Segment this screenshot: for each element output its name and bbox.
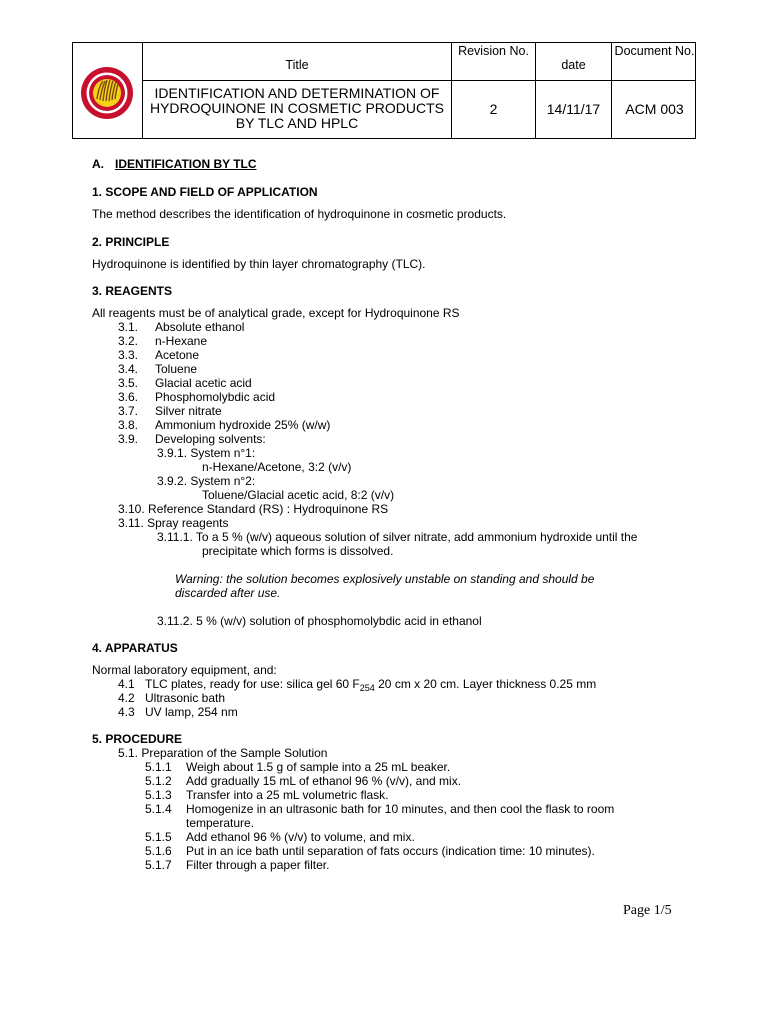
scope-heading: 1. SCOPE AND FIELD OF APPLICATION — [92, 185, 318, 199]
apparatus-intro: Normal laboratory equipment, and: — [92, 663, 277, 677]
reagent-text: Glacial acetic acid — [155, 376, 252, 390]
warning-line-2: discarded after use. — [175, 586, 281, 600]
reagent-text: n-Hexane — [155, 334, 208, 348]
step-num: 5.1.4 — [145, 802, 172, 816]
revision-label: Revision No. — [458, 44, 529, 58]
scope-text: The method describes the identification of hydroquinone in cosmetic products. — [92, 207, 507, 221]
asean-logo-icon — [79, 65, 135, 121]
date-label: date — [561, 58, 586, 72]
system-1-label: 3.9.1. System n°1: — [157, 446, 256, 460]
document-title: IDENTIFICATION AND DETERMINATION OF HYDROQUINONE IN COSMETIC PRODUCTS BY TLC AND HPLC — [149, 85, 444, 131]
document-label: Document No. — [614, 44, 695, 58]
document-date: 14/11/17 — [546, 101, 601, 117]
spray-reagent-2: 3.11.2. 5 % (w/v) solution of phosphomolybdic acid in ethanol — [157, 614, 482, 628]
reagents-intro: All reagents must be of analytical grade, except for Hydroquinone RS — [92, 306, 460, 320]
reagent-num: 3.9. — [118, 432, 139, 446]
reagent-text: Absolute ethanol — [155, 320, 245, 334]
step-num: 5.1.5 — [145, 830, 172, 844]
warning-line-1: Warning: the solution becomes explosively unstable on standing and should be — [175, 572, 595, 586]
sample-solution-heading: 5.1. Preparation of the Sample Solution — [118, 746, 328, 760]
reagent-num: 3.4. — [118, 362, 139, 376]
apparatus-num: 4.3 — [118, 705, 135, 719]
step-num: 5.1.2 — [145, 774, 172, 788]
reagent-text: Ammonium hydroxide 25% (w/w) — [155, 418, 331, 432]
reagent-text: Toluene — [155, 362, 198, 376]
reagent-text: Acetone — [155, 348, 200, 362]
apparatus-tlc-plates: TLC plates, ready for use: silica gel 60 $F_{254}$ 20 cm x 20 cm. Layer thickness 0.25 mm — [145, 677, 597, 693]
reagent-text: Phosphomolybdic acid — [155, 390, 276, 404]
page-number: Page 1/5 — [623, 903, 672, 918]
step-num: 5.1.1 — [145, 760, 172, 774]
apparatus-num: 4.1 — [118, 677, 135, 691]
step-num: 5.1.7 — [145, 858, 172, 872]
reagents-heading: 3. REAGENTS — [92, 284, 173, 298]
principle-heading: 2. PRINCIPLE — [92, 235, 170, 249]
apparatus-uv-lamp: UV lamp, 254 nm — [145, 705, 238, 719]
revision-number: 2 — [489, 101, 498, 117]
step-text: Add ethanol 96 % (v/v) to volume, and mix. — [186, 830, 415, 844]
step-text: Add gradually 15 mL of ethanol 96 % (v/v), and mix. — [186, 774, 462, 788]
section-a-number: A. — [92, 157, 104, 171]
system-1-text: n-Hexane/Acetone, 3:2 (v/v) — [202, 460, 352, 474]
step-text-continued: temperature. — [186, 816, 255, 830]
header-table — [72, 42, 696, 139]
reagent-num: 3.3. — [118, 348, 139, 362]
section-a-title: IDENTIFICATION BY TLC — [115, 157, 257, 171]
reagent-text: Developing solvents: — [155, 432, 266, 446]
step-text: Weigh about 1.5 g of sample into a 25 mL beaker. — [186, 760, 451, 774]
document-number: ACM 003 — [625, 101, 684, 117]
system-2-text: Toluene/Glacial acetic acid, 8:2 (v/v) — [202, 488, 395, 502]
reference-standard: 3.10. Reference Standard (RS) : Hydroquinone RS — [118, 502, 389, 516]
spray-reagent-1-line-1: 3.11.1. To a 5 % (w/v) aqueous solution of silver nitrate, add ammonium hydroxide until the — [157, 530, 638, 544]
apparatus-num: 4.2 — [118, 691, 135, 705]
spray-reagents: 3.11. Spray reagents — [118, 516, 229, 530]
apparatus-heading: 4. APPARATUS — [92, 641, 178, 655]
procedure-heading: 5. PROCEDURE — [92, 732, 183, 746]
step-num: 5.1.6 — [145, 844, 172, 858]
principle-text: Hydroquinone is identified by thin layer chromatography (TLC). — [92, 257, 426, 271]
reagent-num: 3.7. — [118, 404, 139, 418]
step-text: Homogenize in an ultrasonic bath for 10 minutes, and then cool the flask to room — [186, 802, 615, 816]
spray-reagent-1-line-2: precipitate which forms is dissolved. — [202, 544, 394, 558]
step-text: Filter through a paper filter. — [186, 858, 330, 872]
apparatus-ultrasonic-bath: Ultrasonic bath — [145, 691, 226, 705]
reagent-num: 3.1. — [118, 320, 139, 334]
reagent-text: Silver nitrate — [155, 404, 222, 418]
reagent-num: 3.2. — [118, 334, 139, 348]
system-2-label: 3.9.2. System n°2: — [157, 474, 256, 488]
step-num: 5.1.3 — [145, 788, 172, 802]
reagent-num: 3.5. — [118, 376, 139, 390]
step-text: Put in an ice bath until separation of fats occurs (indication time: 10 minutes). — [186, 844, 595, 858]
step-text: Transfer into a 25 mL volumetric flask. — [186, 788, 389, 802]
title-label: Title — [285, 58, 309, 72]
reagent-num: 3.8. — [118, 418, 139, 432]
reagent-num: 3.6. — [118, 390, 139, 404]
